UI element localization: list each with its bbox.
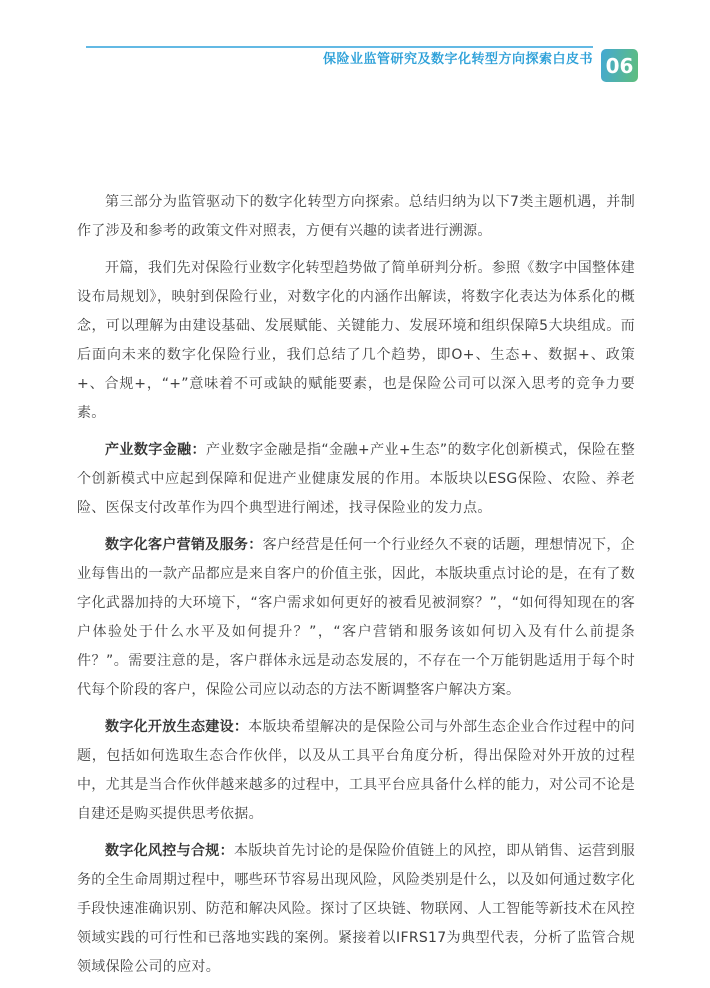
paragraph-text: 本版块首先讨论的是保险价值链上的风控，即从销售、运营到服务的全生命周期过程中，哪些环节容易出现风险，风险类别是什么，以及如何通过数字化手段快速准确识别、防范和解决风险。探讨了区块链、物联网、人工智能等新技术在风控领域实践的可行性和已落地实践的案例。紧接着以IFRS17为典型代表，分析了监管合规领域保险公司的应对。 <box>77 843 636 975</box>
paragraph-text: 第三部分为监管驱动下的数字化转型方向探索。总结归纳为以下7类主题机遇，并制作了涉及和参考的政策文件对照表，方便有兴趣的读者进行溯源。 <box>77 194 635 239</box>
paragraph-label: 数字化客户营销及服务： <box>105 537 263 553</box>
paragraph-text: 开篇，我们先对保险行业数字化转型趋势做了简单研判分析。参照《数字中国整体建设布局规划》，映射到保险行业，对数字化的内涵作出解读，将数字化表达为体系化的概念，可以理解为由建设基础、发展赋能、关键能力、发展环境和组织保障5大块组成。而后面向未来的数字化保险行业，我们总结了几个趋势，即O+、生态+、数据+、政策+、合规+，“+”意味着不可或缺的赋能要素，也是保险公司可以深入思考的竞争力要素。 <box>77 260 635 421</box>
paragraph-text: 本版块希望解决的是保险公司与外部生态企业合作过程中的问题，包括如何选取生态合作伙伴，以及从工具平台角度分析，得出保险对外开放的过程中，尤其是当合作伙伴越来越多的过程中，工具平台应具备什么样的能力，对公司不论是自建还是购买提供思考依据。 <box>77 719 635 822</box>
paragraph <box>77 837 635 982</box>
paragraph <box>77 188 635 246</box>
body-text <box>77 188 635 988</box>
paragraph-label: 数字化开放生态建设： <box>105 719 249 735</box>
paragraph-label: 产业数字金融： <box>105 442 206 458</box>
paragraph-text: 产业数字金融是指“金融+产业+生态”的数字化创新模式，保险在整个创新模式中应起到保障和促进产业健康发展的作用。本版块以ESG保险、农险、养老险、医保支付改革作为四个典型进行阐述，找寻保险业的发力点。 <box>77 442 635 516</box>
paragraph <box>77 531 635 705</box>
paragraph <box>77 713 635 829</box>
header-title: 保险业监管研究及数字化转型方向探索白皮书 <box>322 52 593 67</box>
paragraph <box>77 254 635 428</box>
paragraph-text: 客户经营是任何一个行业经久不衰的话题，理想情况下，企业每售出的一款产品都应是来自客户的价值主张，因此，本版块重点讨论的是，在有了数字化武器加持的大环境下，“客户需求如何更好的被看见被洞察？”，“如何得知现在的客户体验处于什么水平及如何提升？”，“客户营销和服务该如何切入及有什么前提条件？”。需要注意的是，客户群体永远是动态发展的，不存在一个万能钥匙适用于每个时代每个阶段的客户，保险公司应以动态的方法不断调整客户解决方案。 <box>77 537 635 698</box>
paragraph-label: 数字化风控与合规： <box>105 843 234 859</box>
page-number-badge: 06 <box>601 49 638 82</box>
paragraph <box>77 436 635 523</box>
header-rule <box>86 46 593 48</box>
